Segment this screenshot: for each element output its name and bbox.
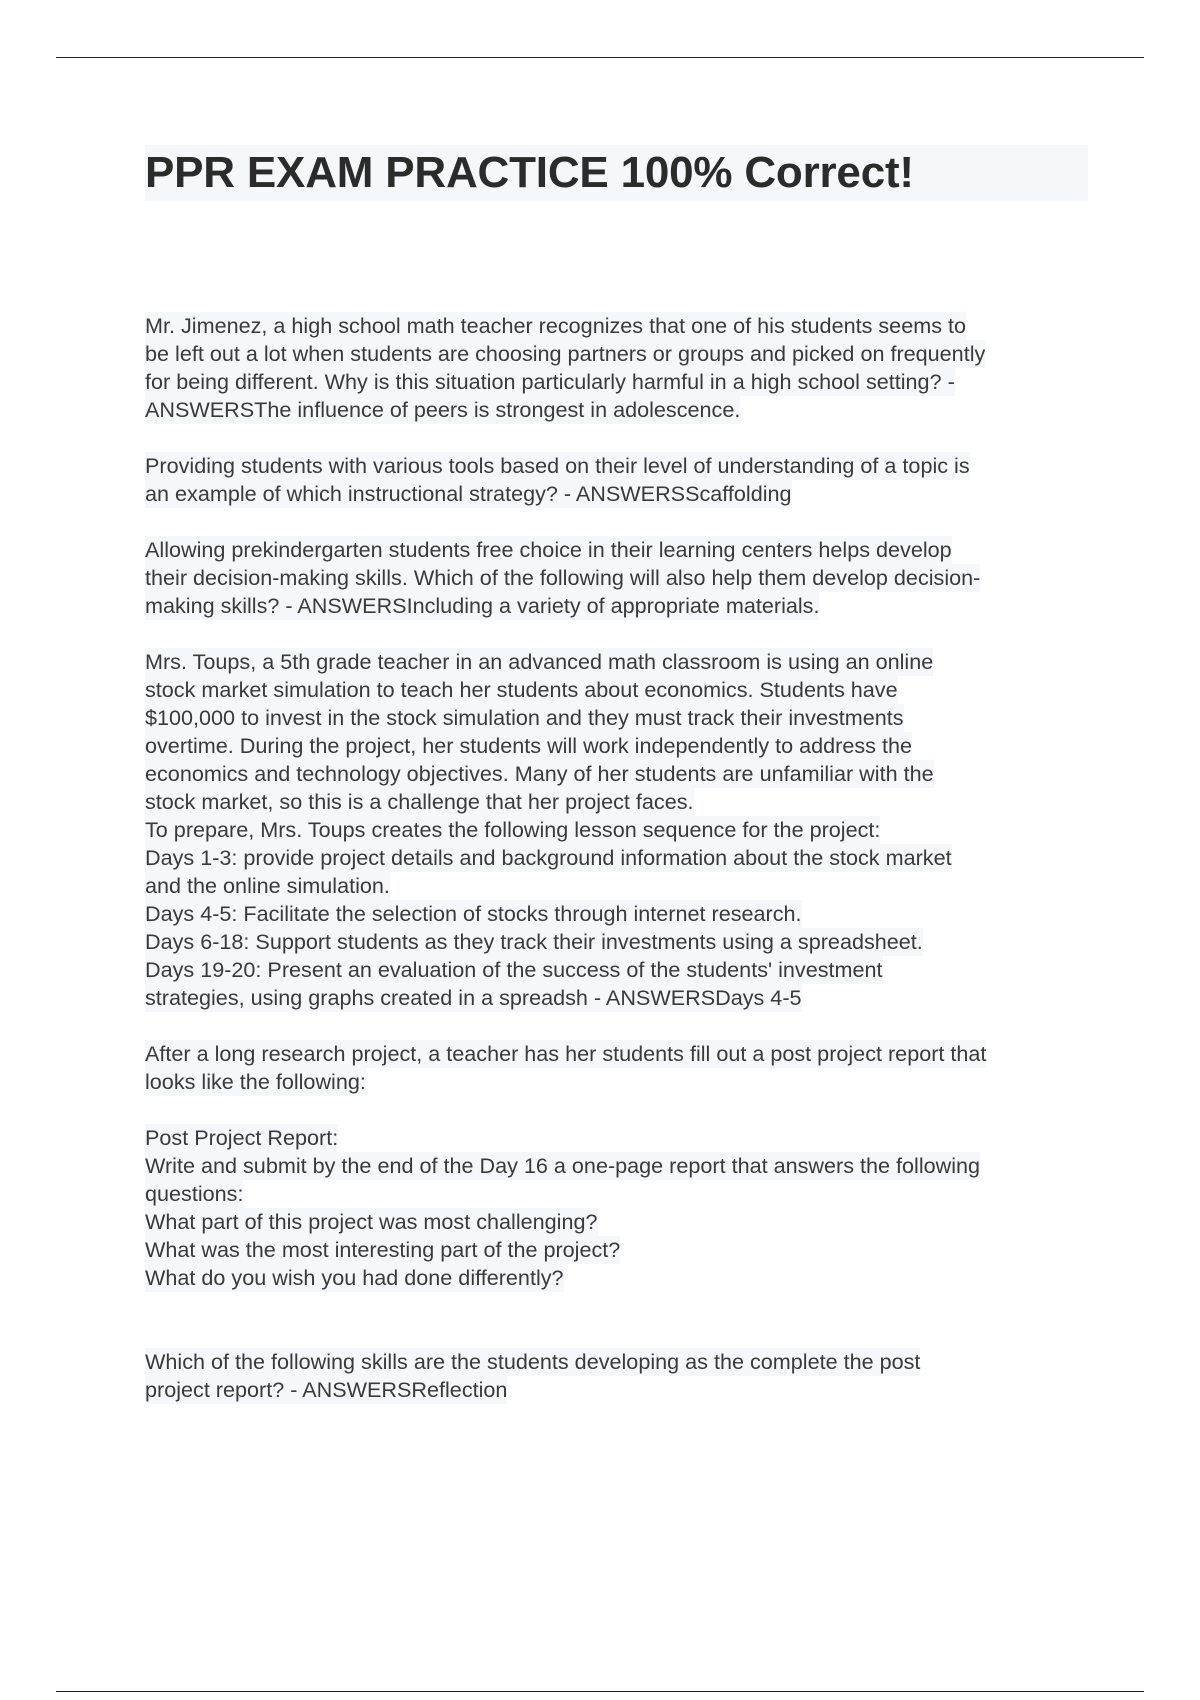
- text-line: and the online simulation.: [145, 873, 390, 898]
- bottom-rule: [56, 1691, 1144, 1692]
- text-line: Write and submit by the end of the Day 16 a one-page report that answers the following: [145, 1153, 981, 1178]
- text-line: ANSWERSThe influence of peers is strongest in adolescence.: [145, 397, 741, 422]
- text-line: an example of which instructional strategy? - ANSWERSScaffolding: [145, 481, 792, 506]
- text-line: Allowing prekindergarten students free choice in their learning centers helps develop: [145, 537, 952, 562]
- text-line: their decision-making skills. Which of the following will also help them develop decision-: [145, 565, 981, 590]
- text-line: $100,000 to invest in the stock simulation and they must track their investments: [145, 705, 904, 730]
- qa-item-5: [145, 1040, 1095, 1096]
- text-line: looks like the following:: [145, 1069, 366, 1094]
- qa-item-4: [145, 648, 1095, 1012]
- qa-item-2: [145, 452, 1095, 508]
- text-line: Days 6-18: Support students as they track their investments using a spreadsheet.: [145, 929, 923, 954]
- text-line: be left out a lot when students are choosing partners or groups and picked on frequently: [145, 341, 986, 366]
- text-line: Providing students with various tools based on their level of understanding of a topic is: [145, 453, 970, 478]
- qa-item-6: [145, 1124, 1095, 1292]
- text-line: Days 4-5: Facilitate the selection of stocks through internet research.: [145, 901, 802, 926]
- text-line: Days 1-3: provide project details and background information about the stock market: [145, 845, 952, 870]
- text-line: What part of this project was most challenging?: [145, 1209, 598, 1234]
- text-line: After a long research project, a teacher has her students fill out a post project report that: [145, 1041, 987, 1066]
- text-line: Days 19-20: Present an evaluation of the success of the students' investment: [145, 957, 883, 982]
- text-line: To prepare, Mrs. Toups creates the following lesson sequence for the project:: [145, 817, 881, 842]
- document-body: [145, 312, 1095, 1404]
- text-line: Mrs. Toups, a 5th grade teacher in an advanced math classroom is using an online: [145, 649, 934, 674]
- qa-item-3: [145, 536, 1095, 620]
- text-line: Mr. Jimenez, a high school math teacher recognizes that one of his students seems to: [145, 313, 966, 338]
- text-line: strategies, using graphs created in a spreadsh - ANSWERSDays 4-5: [145, 985, 802, 1010]
- qa-item-7: [145, 1348, 1095, 1404]
- qa-item-1: [145, 312, 1095, 424]
- top-rule: [56, 57, 1144, 58]
- text-line: questions:: [145, 1181, 244, 1206]
- text-line: stock market, so this is a challenge that her project faces.: [145, 789, 694, 814]
- text-line: overtime. During the project, her students will work independently to address the: [145, 733, 912, 758]
- text-line: Post Project Report:: [145, 1125, 339, 1150]
- text-line: What was the most interesting part of the project?: [145, 1237, 621, 1262]
- text-line: What do you wish you had done differently?: [145, 1265, 564, 1290]
- text-line: stock market simulation to teach her students about economics. Students have: [145, 677, 898, 702]
- document-title: PPR EXAM PRACTICE 100% Correct!: [145, 145, 1088, 201]
- text-line: Which of the following skills are the students developing as the complete the post: [145, 1349, 921, 1374]
- text-line: economics and technology objectives. Many of her students are unfamiliar with the: [145, 761, 934, 786]
- text-line: making skills? - ANSWERSIncluding a variety of appropriate materials.: [145, 593, 820, 618]
- text-line: for being different. Why is this situation particularly harmful in a high school setting? -: [145, 369, 955, 394]
- text-line: project report? - ANSWERSReflection: [145, 1377, 508, 1402]
